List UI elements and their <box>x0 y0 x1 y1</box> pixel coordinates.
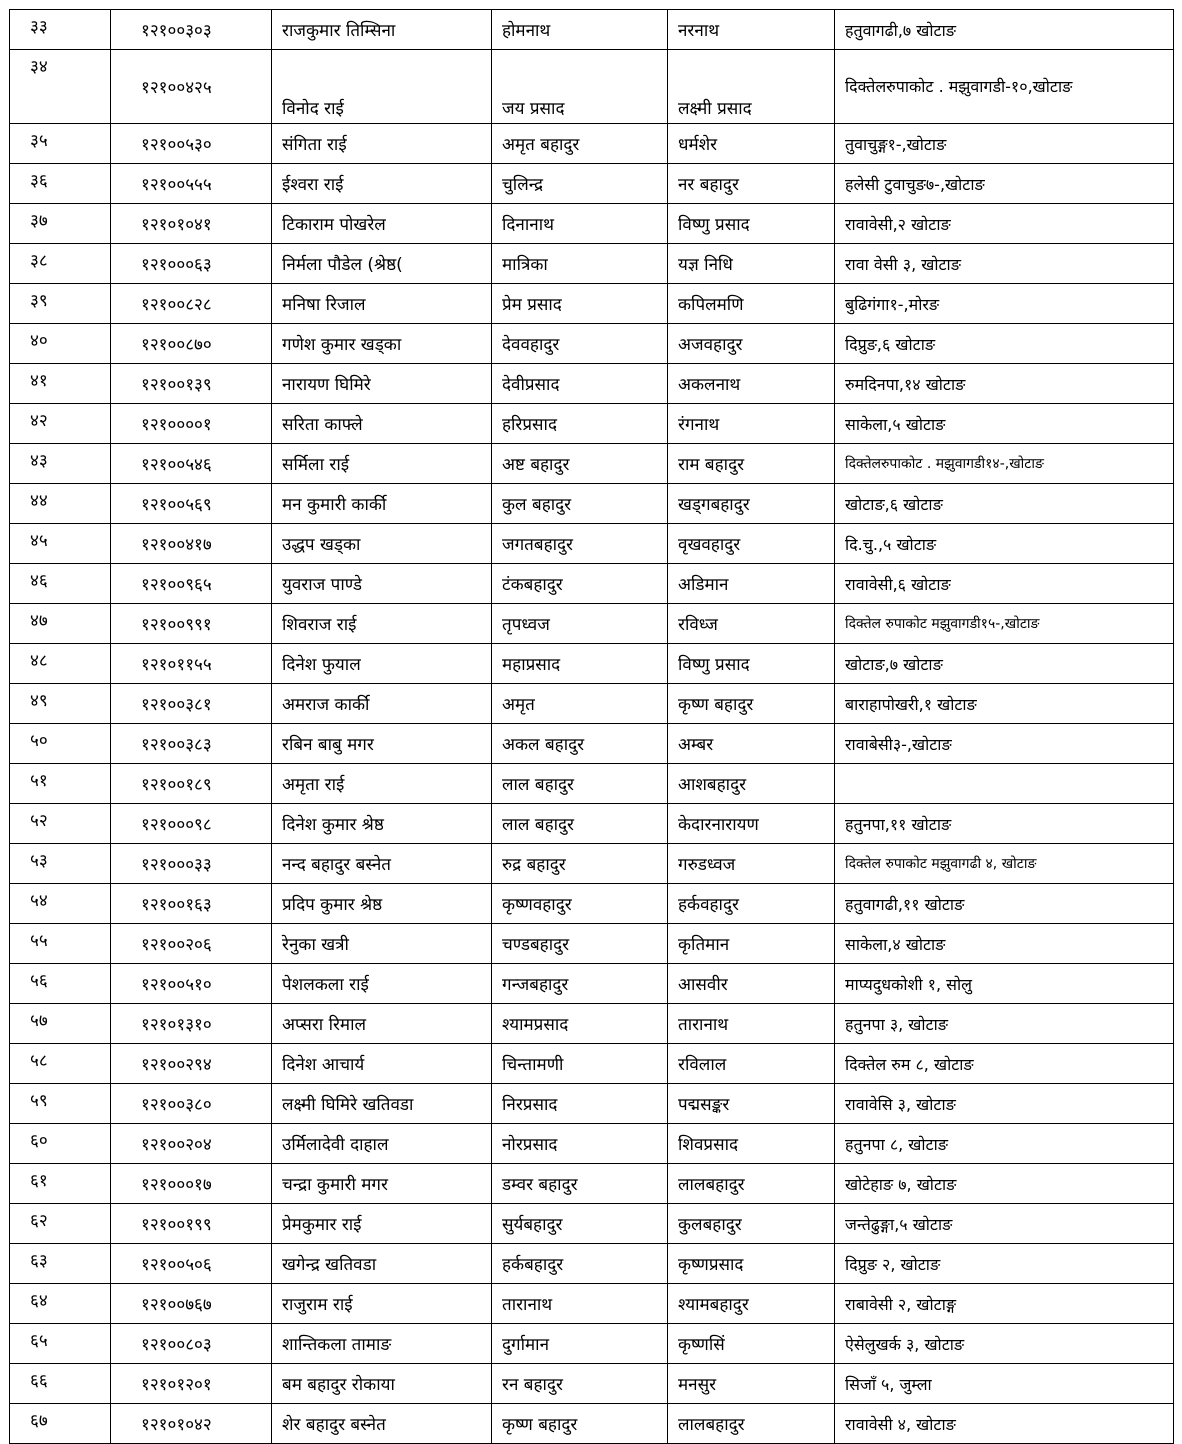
name-cell: सर्मिला राई <box>272 444 492 484</box>
registration-number-cell: १२१०१३१० <box>111 1004 272 1044</box>
name-cell: मन कुमारी कार्की <box>272 484 492 524</box>
serial-number-cell: ६४ <box>10 1284 111 1324</box>
name-cell: सरिता काफ्ले <box>272 404 492 444</box>
grandfather-name-cell: विष्णु प्रसाद <box>668 644 835 684</box>
name-cell: अमृता राई <box>272 764 492 804</box>
serial-number-cell: ५६ <box>10 964 111 1004</box>
name-cell: खगेन्द्र खतिवडा <box>272 1244 492 1284</box>
father-name-cell: महाप्रसाद <box>492 644 668 684</box>
grandfather-name-cell: अडिमान <box>668 564 835 604</box>
grandfather-name-cell: धर्मशेर <box>668 124 835 164</box>
father-name-cell: रुद्र बहादुर <box>492 844 668 884</box>
address-cell: राबावेसी २, खोटाङ्ग <box>835 1284 1174 1324</box>
serial-number-cell: ३८ <box>10 244 111 284</box>
table-row <box>10 124 1174 164</box>
registration-number-cell: १२१००७६७ <box>111 1284 272 1324</box>
registration-number-cell: १२१००८७० <box>111 324 272 364</box>
table-row <box>10 604 1174 644</box>
serial-number-cell: ३९ <box>10 284 111 324</box>
address-cell: बुढिगंगा१-,मोरङ <box>835 284 1174 324</box>
address-cell: रुमदिनपा,१४ खोटाङ <box>835 364 1174 404</box>
serial-number-cell: ४२ <box>10 404 111 444</box>
registration-number-cell: १२१००५५५ <box>111 164 272 204</box>
table-row <box>10 1324 1174 1364</box>
name-cell: दिनेश फुयाल <box>272 644 492 684</box>
name-cell: अमराज कार्की <box>272 684 492 724</box>
father-name-cell: लाल बहादुर <box>492 804 668 844</box>
grandfather-name-cell: रविलाल <box>668 1044 835 1084</box>
name-cell: उर्मिलादेवी दाहाल <box>272 1124 492 1164</box>
table-body <box>10 10 1174 1444</box>
name-cell: बम बहादुर रोकाया <box>272 1364 492 1404</box>
serial-number-cell: ५१ <box>10 764 111 804</box>
name-cell: युवराज पाण्डे <box>272 564 492 604</box>
grandfather-name-cell: कुलबहादुर <box>668 1204 835 1244</box>
registration-number-cell: १२१०००६३ <box>111 244 272 284</box>
table-row <box>10 364 1174 404</box>
registration-number-cell: १२१००५६९ <box>111 484 272 524</box>
address-cell: बाराहापोखरी,१ खोटाङ <box>835 684 1174 724</box>
name-cell: शिवराज राई <box>272 604 492 644</box>
address-cell: दिक्तेल रुम ८, खोटाङ <box>835 1044 1174 1084</box>
grandfather-name-cell: अम्बर <box>668 724 835 764</box>
name-cell: शेर बहादुर बस्नेत <box>272 1404 492 1444</box>
address-cell: दि.चु.,५ खोटाङ <box>835 524 1174 564</box>
grandfather-name-cell: तारानाथ <box>668 1004 835 1044</box>
table-row <box>10 924 1174 964</box>
serial-number-cell: ५५ <box>10 924 111 964</box>
grandfather-name-cell: कृष्णसिं <box>668 1324 835 1364</box>
grandfather-name-cell: राम बहादुर <box>668 444 835 484</box>
address-cell: रावावेसी,६ खोटाङ <box>835 564 1174 604</box>
name-cell: विनोद राई <box>272 50 492 124</box>
table-row <box>10 1364 1174 1404</box>
father-name-cell: दुर्गामान <box>492 1324 668 1364</box>
father-name-cell: चुलिन्द्र <box>492 164 668 204</box>
name-cell: नारायण घिमिरे <box>272 364 492 404</box>
address-cell: रावावेसी ४, खोटाङ <box>835 1404 1174 1444</box>
grandfather-name-cell: खड्गबहादुर <box>668 484 835 524</box>
table-row <box>10 484 1174 524</box>
serial-number-cell: ५२ <box>10 804 111 844</box>
registration-number-cell: १२१०००१७ <box>111 1164 272 1204</box>
registration-number-cell: १२१००४१७ <box>111 524 272 564</box>
serial-number-cell: ४९ <box>10 684 111 724</box>
address-cell: हतुनपा,११ खोटाङ <box>835 804 1174 844</box>
grandfather-name-cell: लक्ष्मी प्रसाद <box>668 50 835 124</box>
registration-number-cell: १२१०१२०१ <box>111 1364 272 1404</box>
grandfather-name-cell: रंगनाथ <box>668 404 835 444</box>
registration-number-cell: १२१०११५५ <box>111 644 272 684</box>
table-row <box>10 1124 1174 1164</box>
address-cell: माप्यदुधकोशी १, सोलु <box>835 964 1174 1004</box>
name-cell: रबिन बाबु मगर <box>272 724 492 764</box>
address-cell: खोटाङ,६ खोटाङ <box>835 484 1174 524</box>
table-row <box>10 324 1174 364</box>
registration-number-cell: १२१००५१० <box>111 964 272 1004</box>
serial-number-cell: ५० <box>10 724 111 764</box>
father-name-cell: होमनाथ <box>492 10 668 50</box>
registration-number-cell: १२१००१९९ <box>111 1204 272 1244</box>
grandfather-name-cell: यज्ञ निधि <box>668 244 835 284</box>
father-name-cell: सुर्यबहादुर <box>492 1204 668 1244</box>
registration-number-cell: १२१०००९८ <box>111 804 272 844</box>
address-cell: हलेसी टुवाचुङ७-,खोटाङ <box>835 164 1174 204</box>
name-cell: राजुराम राई <box>272 1284 492 1324</box>
father-name-cell: हरिप्रसाद <box>492 404 668 444</box>
registration-number-cell: १२१००००१ <box>111 404 272 444</box>
table-row <box>10 1044 1174 1084</box>
address-cell: जन्तेढुङ्गा,५ खोटाङ <box>835 1204 1174 1244</box>
grandfather-name-cell: विष्णु प्रसाद <box>668 204 835 244</box>
serial-number-cell: ६७ <box>10 1404 111 1444</box>
serial-number-cell: ४३ <box>10 444 111 484</box>
address-cell: सिजाँ ५, जुम्ला <box>835 1364 1174 1404</box>
serial-number-cell: ३६ <box>10 164 111 204</box>
grandfather-name-cell: आसवीर <box>668 964 835 1004</box>
table-row <box>10 50 1174 124</box>
table-row <box>10 10 1174 50</box>
table-row <box>10 724 1174 764</box>
father-name-cell: जगतबहादुर <box>492 524 668 564</box>
name-cell: अप्सरा रिमाल <box>272 1004 492 1044</box>
father-name-cell: कृष्ण बहादुर <box>492 1404 668 1444</box>
address-cell: साकेला,५ खोटाङ <box>835 404 1174 444</box>
registration-number-cell: १२१००५०६ <box>111 1244 272 1284</box>
father-name-cell: अकल बहादुर <box>492 724 668 764</box>
registration-number-cell: १२१००४२५ <box>111 50 272 124</box>
father-name-cell: टंकबहादुर <box>492 564 668 604</box>
serial-number-cell: ४० <box>10 324 111 364</box>
grandfather-name-cell: आशबहादुर <box>668 764 835 804</box>
registration-number-cell: १२१००३८३ <box>111 724 272 764</box>
grandfather-name-cell: हर्कवहादुर <box>668 884 835 924</box>
serial-number-cell: ४५ <box>10 524 111 564</box>
candidate-list-table <box>9 9 1174 1444</box>
name-cell: संगिता राई <box>272 124 492 164</box>
name-cell: गणेश कुमार खड्का <box>272 324 492 364</box>
registration-number-cell: १२१००८०३ <box>111 1324 272 1364</box>
serial-number-cell: ४१ <box>10 364 111 404</box>
father-name-cell: मात्रिका <box>492 244 668 284</box>
address-cell: हतुनपा ८, खोटाङ <box>835 1124 1174 1164</box>
serial-number-cell: ४७ <box>10 604 111 644</box>
registration-number-cell: १२१००३०३ <box>111 10 272 50</box>
address-cell: दिक्तेलरुपाकोट . मझुवागडी-१०,खोटाङ <box>835 50 1174 124</box>
serial-number-cell: ४८ <box>10 644 111 684</box>
address-cell: खोटाङ,७ खोटाङ <box>835 644 1174 684</box>
registration-number-cell: १२१००३८० <box>111 1084 272 1124</box>
name-cell: दिनेश कुमार श्रेष्ठ <box>272 804 492 844</box>
table-row <box>10 1164 1174 1204</box>
serial-number-cell: ३५ <box>10 124 111 164</box>
father-name-cell: कृष्णवहादुर <box>492 884 668 924</box>
serial-number-cell: ४६ <box>10 564 111 604</box>
serial-number-cell: ५३ <box>10 844 111 884</box>
father-name-cell: निरप्रसाद <box>492 1084 668 1124</box>
grandfather-name-cell: अजवहादुर <box>668 324 835 364</box>
grandfather-name-cell: मनसुर <box>668 1364 835 1404</box>
father-name-cell: गन्जबहादुर <box>492 964 668 1004</box>
table-row <box>10 444 1174 484</box>
name-cell: निर्मला पौडेल (श्रेष्ठ( <box>272 244 492 284</box>
registration-number-cell: १२१००२०४ <box>111 1124 272 1164</box>
serial-number-cell: ६१ <box>10 1164 111 1204</box>
registration-number-cell: १२१००१६३ <box>111 884 272 924</box>
serial-number-cell: ५९ <box>10 1084 111 1124</box>
table-row <box>10 564 1174 604</box>
registration-number-cell: १२१००९६५ <box>111 564 272 604</box>
address-cell: रावा वेसी ३, खोटाङ <box>835 244 1174 284</box>
table-row <box>10 884 1174 924</box>
address-cell: ऐसेलुखर्क ३, खोटाङ <box>835 1324 1174 1364</box>
father-name-cell: तारानाथ <box>492 1284 668 1324</box>
registration-number-cell: १२१००९९१ <box>111 604 272 644</box>
father-name-cell: अष्ट बहादुर <box>492 444 668 484</box>
table-row <box>10 644 1174 684</box>
serial-number-cell: ३७ <box>10 204 111 244</box>
name-cell: मनिषा रिजाल <box>272 284 492 324</box>
table-row <box>10 284 1174 324</box>
name-cell: नन्द बहादुर बस्नेत <box>272 844 492 884</box>
father-name-cell: लाल बहादुर <box>492 764 668 804</box>
address-cell: साकेला,४ खोटाङ <box>835 924 1174 964</box>
table-row <box>10 764 1174 804</box>
father-name-cell: चिन्तामणी <box>492 1044 668 1084</box>
father-name-cell: तृपध्वज <box>492 604 668 644</box>
address-cell: खोटेहाङ ७, खोटाङ <box>835 1164 1174 1204</box>
address-cell: दिक्तेल रुपाकोट मझुवागढी ४, खोटाङ <box>835 844 1174 884</box>
father-name-cell: प्रेम प्रसाद <box>492 284 668 324</box>
name-cell: शान्तिकला तामाङ <box>272 1324 492 1364</box>
father-name-cell: डम्वर बहादुर <box>492 1164 668 1204</box>
grandfather-name-cell: नरनाथ <box>668 10 835 50</box>
address-cell: रावावेसि ३, खोटाङ <box>835 1084 1174 1124</box>
address-cell: हतुनपा ३, खोटाङ <box>835 1004 1174 1044</box>
serial-number-cell: ३३ <box>10 10 111 50</box>
father-name-cell: हर्कबहादुर <box>492 1244 668 1284</box>
address-cell: रावाबेसी३-,खोटाङ <box>835 724 1174 764</box>
serial-number-cell: ५४ <box>10 884 111 924</box>
grandfather-name-cell: कपिलमणि <box>668 284 835 324</box>
serial-number-cell: ५८ <box>10 1044 111 1084</box>
name-cell: चन्द्रा कुमारी मगर <box>272 1164 492 1204</box>
father-name-cell: नोरप्रसाद <box>492 1124 668 1164</box>
name-cell: लक्ष्मी घिमिरे खतिवडा <box>272 1084 492 1124</box>
table-row <box>10 1244 1174 1284</box>
registration-number-cell: १२१००१३९ <box>111 364 272 404</box>
table-row <box>10 1404 1174 1444</box>
table-row <box>10 964 1174 1004</box>
grandfather-name-cell: वृखवहादुर <box>668 524 835 564</box>
name-cell: ईश्वरा राई <box>272 164 492 204</box>
registration-number-cell: १२१००५४६ <box>111 444 272 484</box>
grandfather-name-cell: रविध्ज <box>668 604 835 644</box>
table-row <box>10 204 1174 244</box>
registration-number-cell: १२१००२९४ <box>111 1044 272 1084</box>
grandfather-name-cell: नर बहादुर <box>668 164 835 204</box>
table-row <box>10 1084 1174 1124</box>
name-cell: उद्धप खड्का <box>272 524 492 564</box>
table-row <box>10 164 1174 204</box>
serial-number-cell: ६३ <box>10 1244 111 1284</box>
registration-number-cell: १२१००५३० <box>111 124 272 164</box>
address-cell: तुवाचुङ्ग१-,खोटाङ <box>835 124 1174 164</box>
father-name-cell: चण्डबहादुर <box>492 924 668 964</box>
serial-number-cell: ६५ <box>10 1324 111 1364</box>
name-cell: प्रेमकुमार राई <box>272 1204 492 1244</box>
grandfather-name-cell: गरुडध्वज <box>668 844 835 884</box>
grandfather-name-cell: श्यामबहादुर <box>668 1284 835 1324</box>
father-name-cell: दिनानाथ <box>492 204 668 244</box>
grandfather-name-cell: लालबहादुर <box>668 1164 835 1204</box>
grandfather-name-cell: कृष्णप्रसाद <box>668 1244 835 1284</box>
registration-number-cell: १२१०००३३ <box>111 844 272 884</box>
serial-number-cell: ६२ <box>10 1204 111 1244</box>
table-row <box>10 404 1174 444</box>
name-cell: दिनेश आचार्य <box>272 1044 492 1084</box>
grandfather-name-cell: पद्मसङ्कर <box>668 1084 835 1124</box>
table-row <box>10 844 1174 884</box>
registration-number-cell: १२१००८२८ <box>111 284 272 324</box>
grandfather-name-cell: कृतिमान <box>668 924 835 964</box>
father-name-cell: जय प्रसाद <box>492 50 668 124</box>
grandfather-name-cell: अकलनाथ <box>668 364 835 404</box>
table-row <box>10 1004 1174 1044</box>
table-row <box>10 1204 1174 1244</box>
address-cell: दिक्तेल रुपाकोट मझुवागडी१५-,खोटाङ <box>835 604 1174 644</box>
grandfather-name-cell: केदारनारायण <box>668 804 835 844</box>
address-cell: हतुवागढी,७ खोटाङ <box>835 10 1174 50</box>
address-cell: रावावेसी,२ खोटाङ <box>835 204 1174 244</box>
father-name-cell: कुल बहादुर <box>492 484 668 524</box>
grandfather-name-cell: कृष्ण बहादुर <box>668 684 835 724</box>
serial-number-cell: ४४ <box>10 484 111 524</box>
father-name-cell: अमृत बहादुर <box>492 124 668 164</box>
father-name-cell: श्यामप्रसाद <box>492 1004 668 1044</box>
registration-number-cell: १२१००३८१ <box>111 684 272 724</box>
name-cell: पेशलकला राई <box>272 964 492 1004</box>
address-cell: हतुवागढी,११ खोटाङ <box>835 884 1174 924</box>
serial-number-cell: ६० <box>10 1124 111 1164</box>
table-row <box>10 1284 1174 1324</box>
registration-number-cell: १२१००१८९ <box>111 764 272 804</box>
registration-number-cell: १२१००२०६ <box>111 924 272 964</box>
father-name-cell: अमृत <box>492 684 668 724</box>
name-cell: रेनुका खत्री <box>272 924 492 964</box>
table-row <box>10 244 1174 284</box>
name-cell: प्रदिप कुमार श्रेष्ठ <box>272 884 492 924</box>
table-row <box>10 804 1174 844</box>
address-cell: दिप्रुङ २, खोटाङ <box>835 1244 1174 1284</box>
address-cell: दिप्रुङ,६ खोटाङ <box>835 324 1174 364</box>
name-cell: राजकुमार तिम्सिना <box>272 10 492 50</box>
father-name-cell: रन बहादुर <box>492 1364 668 1404</box>
registration-number-cell: १२१०१०४२ <box>111 1404 272 1444</box>
serial-number-cell: ३४ <box>10 50 111 124</box>
table-row <box>10 524 1174 564</box>
serial-number-cell: ६६ <box>10 1364 111 1404</box>
father-name-cell: देववहादुर <box>492 324 668 364</box>
father-name-cell: देवीप्रसाद <box>492 364 668 404</box>
grandfather-name-cell: शिवप्रसाद <box>668 1124 835 1164</box>
address-cell <box>835 764 1174 804</box>
registration-number-cell: १२१०१०४१ <box>111 204 272 244</box>
table-row <box>10 684 1174 724</box>
name-cell: टिकाराम पोखरेल <box>272 204 492 244</box>
serial-number-cell: ५७ <box>10 1004 111 1044</box>
address-cell: दिक्तेलरुपाकोट . मझुवागडी१४-,खोटाङ <box>835 444 1174 484</box>
grandfather-name-cell: लालबहादुर <box>668 1404 835 1444</box>
